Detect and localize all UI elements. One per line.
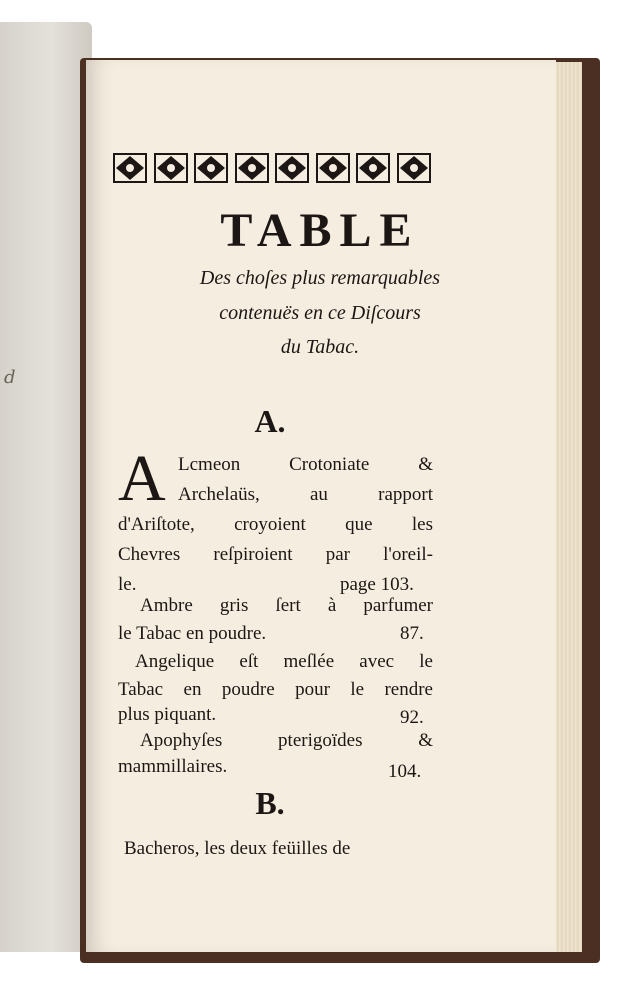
entry-line: Archelaüs, au rapport bbox=[178, 484, 433, 505]
entry-line: Bacheros, les deux feüilles de bbox=[124, 838, 351, 859]
ornament-icon bbox=[112, 152, 148, 184]
ornament-icon bbox=[274, 152, 310, 184]
page-title: TABLE bbox=[220, 204, 420, 257]
ornament-band bbox=[112, 150, 432, 186]
entry-line: mammillaires. bbox=[118, 756, 228, 777]
ornament-icon bbox=[355, 152, 391, 184]
entry-line: d'Ariſtote, croyoient que les bbox=[118, 514, 433, 535]
section-letter: A. bbox=[254, 403, 286, 439]
ornament-icon bbox=[193, 152, 229, 184]
subtitle-line: Des choſes plus remarquables bbox=[199, 267, 441, 289]
entry-line: Chevres reſpiroient par l'oreil- bbox=[118, 544, 433, 565]
margin-mark: d bbox=[4, 367, 16, 388]
ornament-icon bbox=[396, 152, 432, 184]
page-ref: 87. bbox=[400, 623, 424, 644]
entry-line: plus piquant. bbox=[118, 704, 217, 725]
page-ref: 104. bbox=[388, 761, 422, 782]
entry-line: Tabac en poudre pour le rendre bbox=[118, 679, 433, 700]
ornament-icon bbox=[234, 152, 270, 184]
page-ref: page 103. bbox=[340, 574, 414, 595]
subtitle-line: contenuës en ce Diſcours bbox=[219, 302, 421, 324]
entry-line: le Tabac en poudre. bbox=[118, 623, 267, 644]
page-ref: 92. bbox=[400, 707, 424, 728]
section-letter: B. bbox=[255, 785, 285, 821]
entry-line: Lcmeon Crotoniate & bbox=[178, 454, 433, 475]
entry-line: Apophyſes pterigoïdes & bbox=[140, 730, 433, 751]
drop-cap: A bbox=[118, 442, 166, 515]
entry-line: Ambre gris ſert à parfumer bbox=[140, 595, 433, 616]
ornament-icon bbox=[153, 152, 189, 184]
subtitle-line: du Tabac. bbox=[280, 336, 360, 358]
entry-line: le. bbox=[118, 574, 137, 595]
ornament-icon bbox=[315, 152, 351, 184]
entry-line: Angelique eſt meſlée avec le bbox=[135, 651, 433, 672]
left-page bbox=[0, 22, 92, 952]
